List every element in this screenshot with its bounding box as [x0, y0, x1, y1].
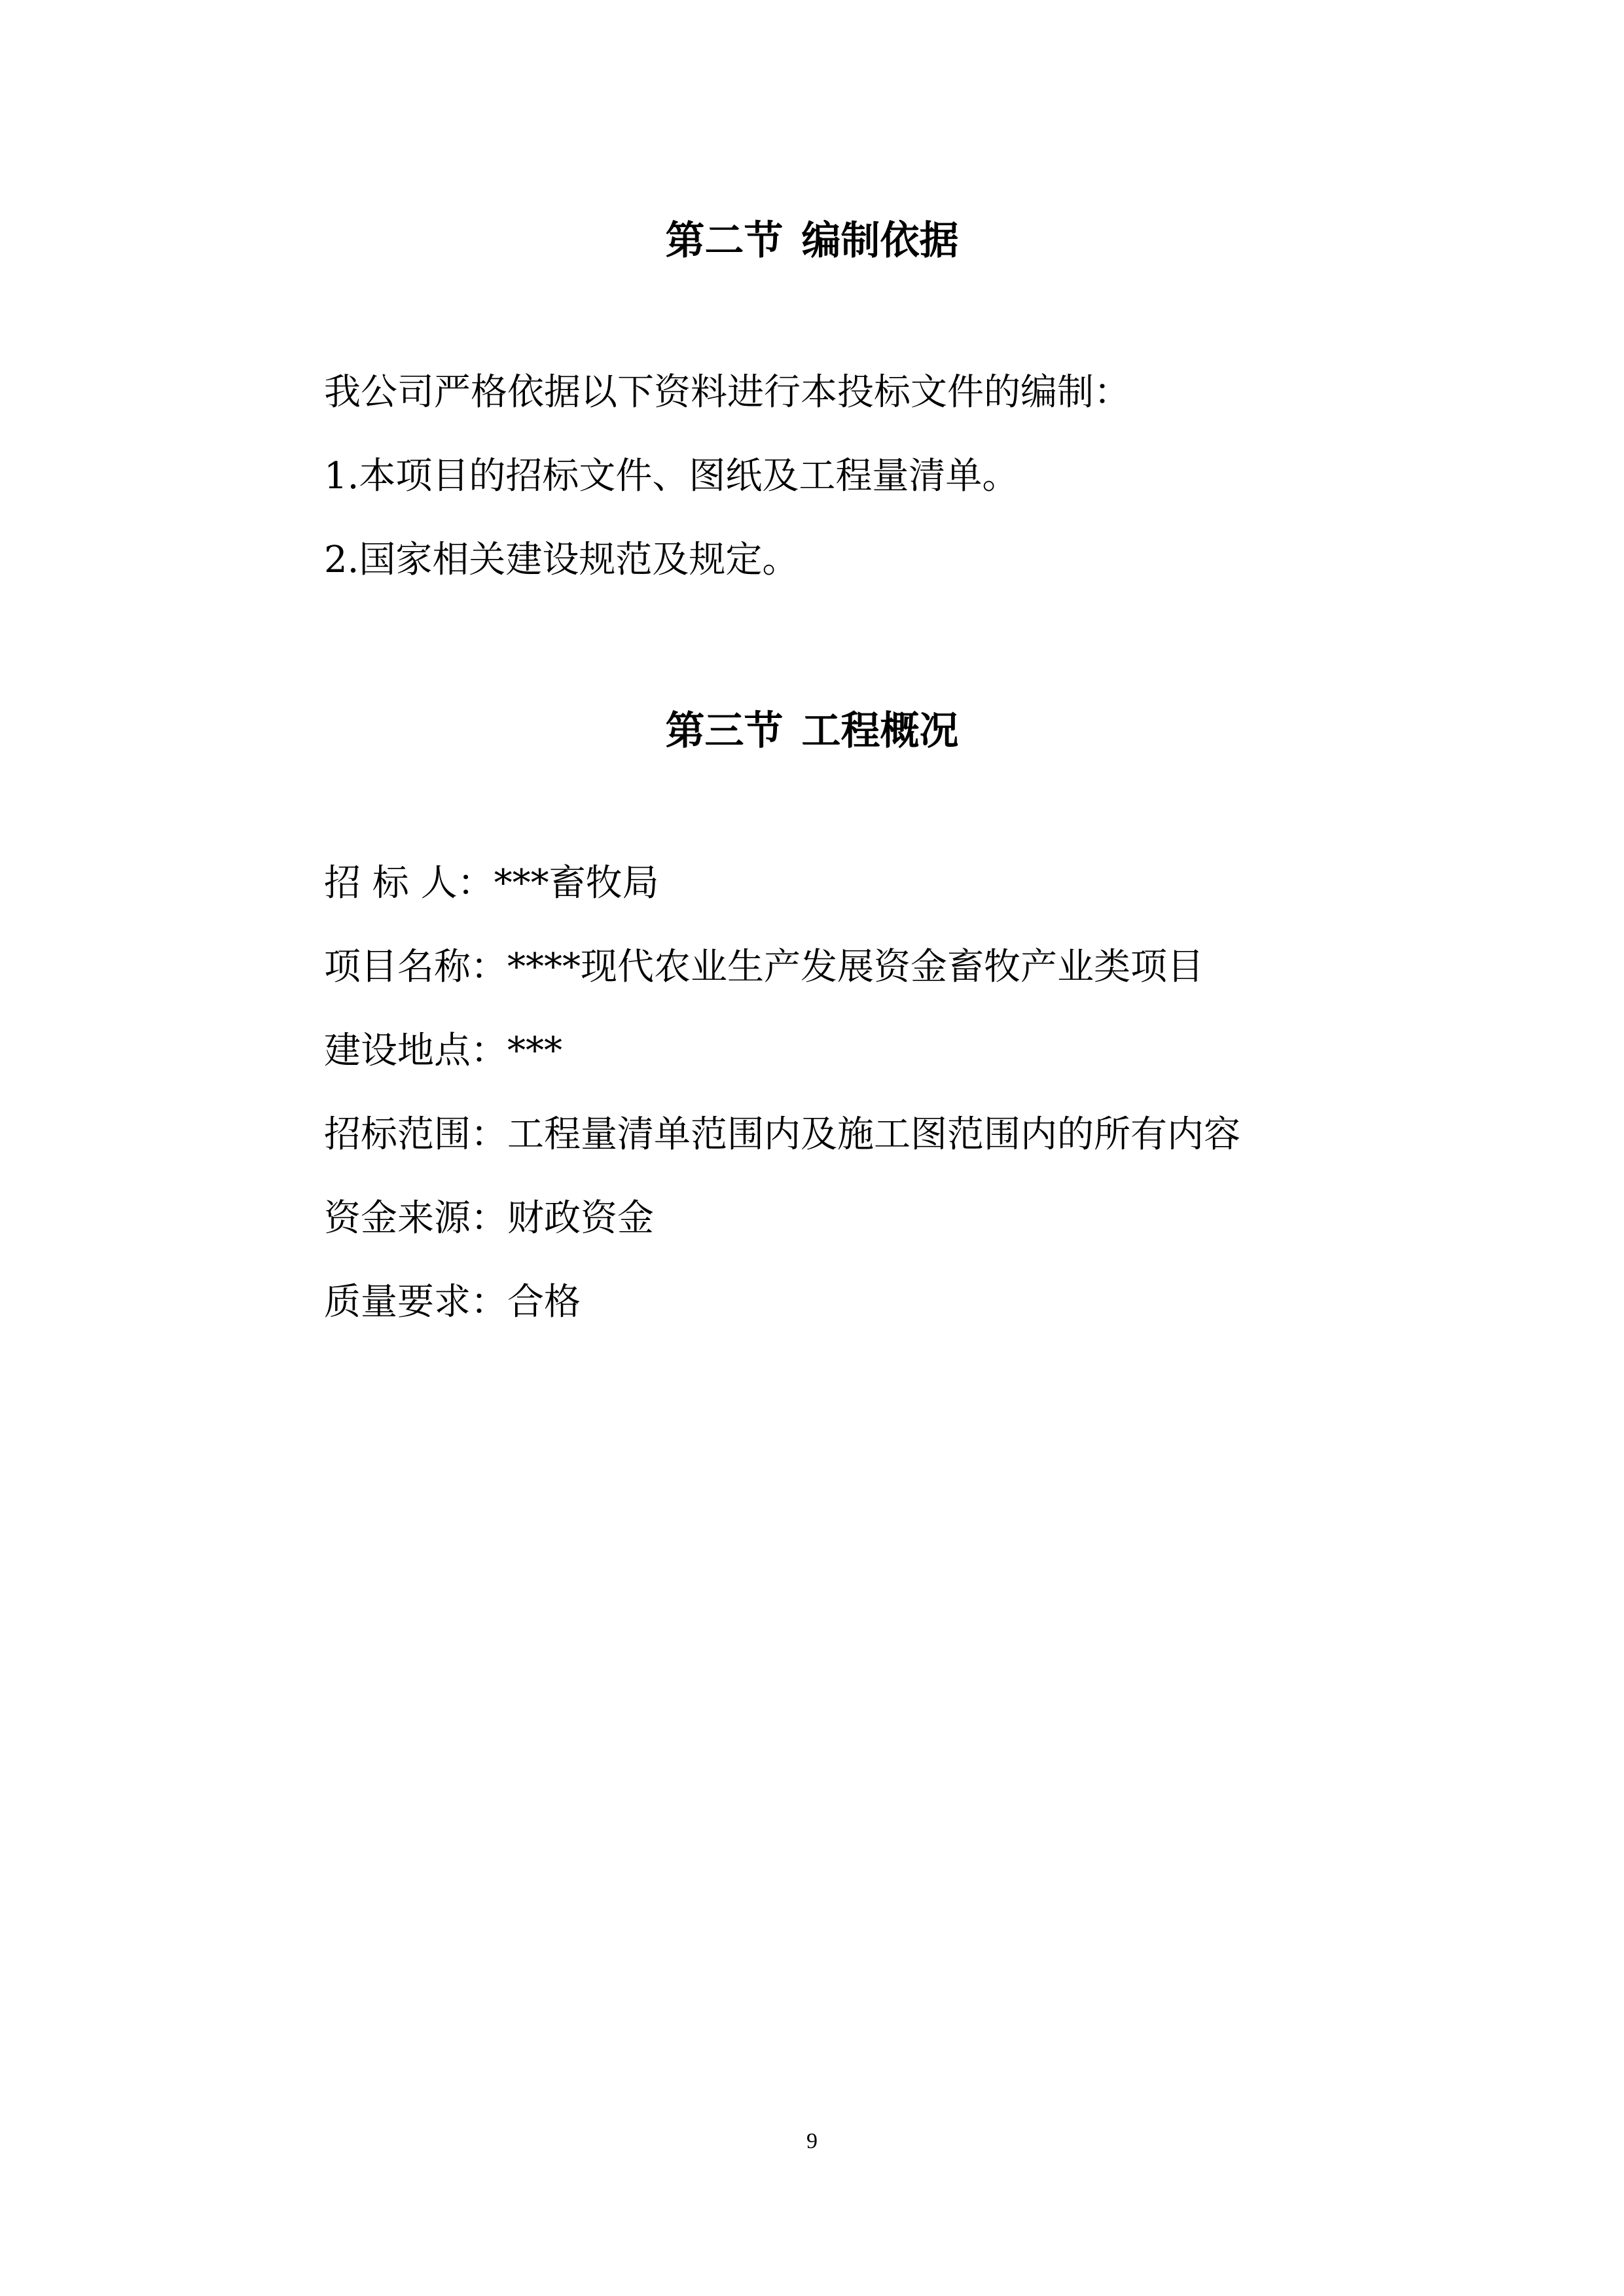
field-scope — [324, 1110, 1240, 1160]
section-3-heading — [0, 705, 1624, 757]
page-number: 9 — [806, 2129, 818, 2153]
section-2-title: 编制依据 — [801, 218, 959, 264]
field-label-scope: 招标范围： — [324, 1113, 507, 1156]
section-2-heading — [0, 215, 1624, 267]
field-label-tenderer: 招 标 人： — [324, 862, 494, 905]
field-value-quality: 合格 — [507, 1281, 581, 1323]
field-value-project-name: ****现代农业生产发展资金畜牧产业类项目 — [507, 946, 1204, 988]
field-funding — [324, 1194, 654, 1244]
section-2-number: 第二节 — [665, 218, 784, 264]
field-label-funding: 资金来源： — [324, 1197, 507, 1240]
field-tenderer — [324, 859, 659, 908]
field-quality — [324, 1278, 581, 1327]
section-3-number: 第三节 — [665, 708, 784, 754]
section-2-intro: 我公司严格依据以下资料进行本投标文件的编制： — [324, 371, 1130, 414]
section-3-title: 工程概况 — [801, 708, 959, 754]
field-value-funding: 财政资金 — [507, 1197, 654, 1240]
field-value-scope: 工程量清单范围内及施工图范围内的所有内容 — [507, 1113, 1240, 1156]
field-location — [324, 1026, 562, 1076]
basis-item-2: 2.国家相关建设规范及规定。 — [324, 539, 799, 581]
field-value-tenderer: ***畜牧局 — [494, 862, 659, 905]
field-label-project-name: 项目名称： — [324, 946, 507, 988]
field-project-name — [324, 942, 1204, 992]
field-value-location: *** — [507, 1030, 562, 1072]
field-label-location: 建设地点： — [324, 1030, 507, 1072]
basis-item-1: 1.本项目的招标文件、图纸及工程量清单。 — [324, 455, 1019, 497]
field-label-quality: 质量要求： — [324, 1281, 507, 1323]
